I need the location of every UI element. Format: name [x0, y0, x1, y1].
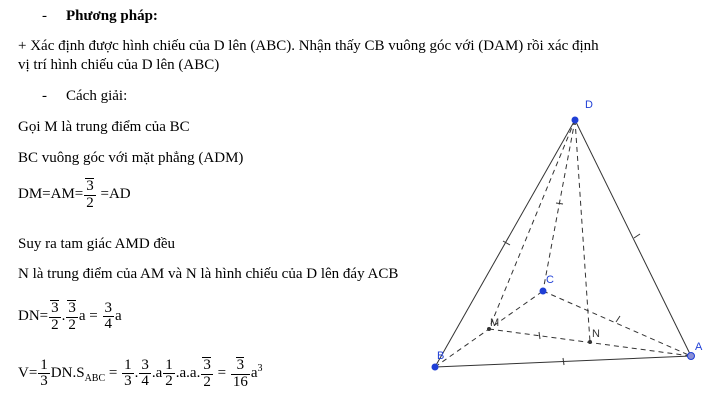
label-M: M [490, 317, 500, 329]
label-A: A [695, 341, 703, 353]
point-A [688, 353, 695, 360]
method-line-2: vị trí hình chiếu của D lên (ABC) [18, 57, 220, 73]
line-midpoint-m: Gọi M là trung điểm của BC [18, 119, 190, 135]
edge-DC [543, 120, 575, 291]
solution-heading: Cách giải: [66, 88, 128, 104]
segment-DN [575, 120, 590, 342]
point-D [572, 117, 579, 124]
line-projection-n: N là trung điểm của AM và N là hình chiếu của D lên đáy ACB [18, 266, 399, 282]
tick-CA [616, 316, 620, 322]
equation-dm: DM=AM= $\frac{3}{2}$ =AD [18, 178, 131, 211]
tick-DA [634, 234, 640, 238]
equation-volume: V= $\frac{1}{3}$ $DN.S_{ABC}$ = $\frac{1}{3}$ . $\frac{3}{4}$ .a $\frac{1}{2}$ .a.a. $\frac{3}{2}$ = $\frac{3}{16}$ $a^3$ [18, 356, 263, 390]
label-N: N [592, 328, 600, 340]
line-equilateral: Suy ra tam giác AMD đều [18, 236, 176, 252]
method-heading: Phương pháp: [66, 8, 158, 24]
label-C: C [546, 274, 554, 286]
method-bullet: - [42, 8, 47, 24]
equation-dn: DN= $\frac{3}{2}$ . $\frac{3}{2}$ a = $\frac{3}{4}$ a [18, 299, 122, 333]
edge-DA [575, 120, 691, 356]
label-D: D [585, 99, 593, 111]
solution-bullet: - [42, 88, 47, 104]
point-C [540, 288, 547, 295]
segment-DM [489, 120, 575, 329]
edge-DB [435, 120, 575, 367]
tick-BA [563, 358, 564, 365]
label-B: B [437, 350, 445, 362]
line-bc-perpendicular: BC vuông góc với mặt phẳng (ADM) [18, 150, 244, 166]
point-N [588, 340, 592, 344]
method-line-1: + Xác định được hình chiếu của D lên (ABC). Nhận thấy CB vuông góc với (DAM) rồi xác định [18, 38, 599, 54]
point-B [432, 364, 439, 371]
tick-DC [556, 203, 563, 204]
tick-MN [539, 332, 540, 339]
